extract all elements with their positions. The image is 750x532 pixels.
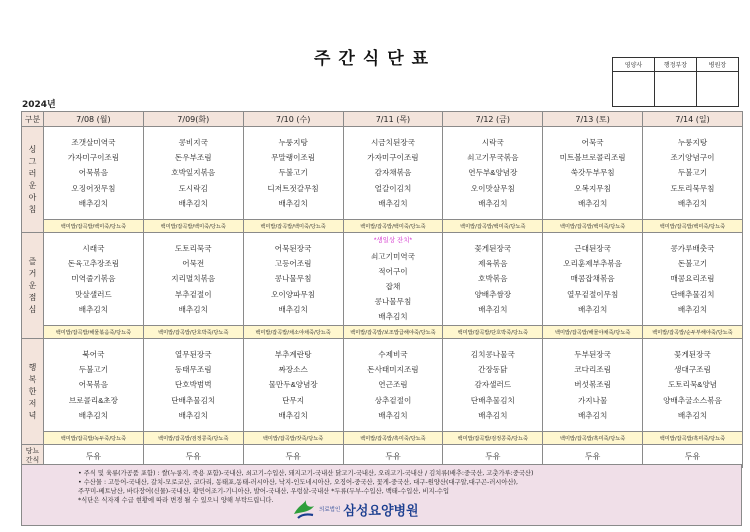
menu-item: *생일상 잔치*: [373, 237, 413, 245]
menu-cell: [643, 127, 743, 220]
snack-cell: 두유: [643, 445, 743, 468]
header-label: 구분: [22, 112, 44, 127]
approval-label-dietitian: 영양사: [613, 58, 655, 72]
menu-item: 배추김치: [577, 198, 608, 208]
menu-cell: [143, 233, 243, 326]
menu-item: 콩비지국: [178, 137, 208, 147]
menu-cell: [443, 339, 543, 432]
header-row: [22, 112, 743, 127]
menu-item: 매콤요리조림: [670, 274, 715, 284]
menu-item: 콩나물무침: [374, 297, 412, 307]
menu-item: 돈우부조림: [174, 153, 212, 163]
menu-item: 지리멸치볶음: [171, 274, 216, 284]
menu-item: 누룽지탕: [677, 137, 708, 147]
menu-item: 시래국: [82, 243, 105, 253]
snack-cell: 두유: [343, 445, 443, 468]
menu-item: 브로콜리&초장: [68, 395, 118, 405]
menu-item: 두부된장국: [574, 349, 611, 359]
snack-cell: 두유: [543, 445, 643, 468]
menu-item: 꽃게된장국: [474, 243, 512, 253]
menu-item: 호박볶음: [478, 274, 508, 284]
menu-item: 배추김치: [78, 304, 109, 314]
menu-item: 두불고기: [278, 168, 308, 178]
menu-item: 가자미구이조림: [367, 153, 419, 163]
menu-item: 제육볶음: [478, 259, 508, 269]
menu-item: 연두부&양념장: [468, 168, 518, 178]
menu-item: 매콤잡채볶음: [570, 274, 615, 284]
menu-item: 배추김치: [78, 410, 109, 420]
menu-item: 조갯살미역국: [71, 137, 116, 147]
menu-cell: [44, 233, 144, 326]
porridge-note: 백미밥/잡곡밥/해물야채죽/당뇨죽: [543, 326, 643, 339]
menu-item: 누룽지탕: [278, 137, 308, 147]
menu-cell: [643, 233, 743, 326]
approval-box: [612, 57, 739, 107]
menu-item: 꽃게된장국: [674, 349, 711, 359]
porridge-note: 백미밥/잡곡밥/백미죽/당뇨죽: [443, 220, 543, 233]
menu-item: 잡채: [385, 282, 401, 291]
origin-notice: [21, 464, 742, 526]
menu-item: 오복지무침: [574, 183, 611, 193]
year-label: 2024년: [22, 100, 56, 110]
snack-cell: 두유: [44, 445, 144, 468]
menu-item: 오징어젓무침: [71, 183, 116, 193]
menu-item: 생대구조림: [674, 365, 711, 375]
menu-item: 배추김치: [378, 410, 408, 420]
menu-cell: [44, 339, 144, 432]
menu-cell: [44, 127, 144, 220]
menu-item: 배추김치: [677, 410, 708, 420]
meal-label: [22, 339, 44, 445]
hospital-logo: [292, 498, 419, 520]
menu-item: 돈사태미지조림: [367, 365, 419, 375]
menu-item: 단호박범벅: [174, 380, 212, 390]
menu-item: 무말랭이조림: [271, 153, 316, 163]
menu-item: 오리훈제부추볶음: [563, 259, 622, 269]
menu-item: 어묵국: [581, 137, 604, 147]
menu-item: 부추겉절이: [174, 289, 212, 299]
meal-label-text: 행복한저녁: [28, 362, 37, 420]
menu-item: 배추김치: [677, 304, 708, 314]
hospital-emblem-icon: [292, 498, 316, 520]
menu-item: 배추김치: [478, 304, 508, 314]
menu-item: 단배추물김치: [470, 395, 515, 405]
porridge-note: 백미밥/잡곡밥/백미죽/당뇨죽: [643, 220, 743, 233]
approval-sign-director: [697, 72, 739, 107]
meal-row: [22, 127, 743, 220]
porridge-note: 백미밥/잡곡밥/흑미죽/당뇨죽: [343, 432, 443, 445]
porridge-note: 백미밥/잡곡밥/잣죽/당뇨죽: [243, 432, 343, 445]
menu-item: 맛살샐러드: [75, 289, 112, 299]
menu-item: 배추김치: [378, 198, 408, 208]
meal-label-text: 싱그러운아침: [28, 144, 37, 214]
menu-item: 미역줄기볶음: [71, 274, 116, 284]
porridge-note: 백미밥/잡곡밥/흑미죽/당뇨죽: [543, 432, 643, 445]
menu-item: 두불고기: [677, 168, 708, 178]
menu-cell: [443, 127, 543, 220]
day-header: 7/10 (수): [243, 112, 343, 127]
menu-item: 짜장소스: [278, 365, 308, 375]
menu-item: 도시락김: [178, 183, 208, 193]
menu-item: 도토리묵국: [174, 243, 212, 253]
menu-item: 수제비국: [378, 349, 408, 359]
porridge-note: 백미밥/잡곡밥/검정콩죽/당뇨죽: [443, 432, 543, 445]
logo-hospital-name: 삼성요양병원: [343, 503, 419, 519]
menu-item: 감자샐러드: [474, 380, 512, 390]
menu-item: 감자채볶음: [374, 168, 412, 178]
menu-cell: [343, 339, 443, 432]
menu-item: 배추김치: [378, 312, 408, 322]
menu-item: 열무겉절이무침: [566, 289, 619, 299]
porridge-note: 백미밥/잡곡밥/순두부해야죽/당뇨죽: [643, 326, 743, 339]
menu-cell: [543, 127, 643, 220]
porridge-note: 백미밥/잡곡밥/백미죽/당뇨죽: [143, 220, 243, 233]
meal-row: [22, 339, 743, 432]
snack-cell: 두유: [243, 445, 343, 468]
day-header: 7/11 (목): [343, 112, 443, 127]
meal-label: [22, 233, 44, 339]
porridge-row: [22, 326, 743, 339]
menu-item: 배추김치: [577, 304, 608, 314]
menu-item: 고등어조림: [274, 259, 312, 269]
meal-label-text: 즐거운점심: [28, 256, 37, 314]
menu-cell: [543, 339, 643, 432]
menu-cell: [143, 339, 243, 432]
approval-label-admin: 행정부장: [655, 58, 697, 72]
porridge-row: [22, 220, 743, 233]
menu-item: 시락국: [481, 137, 504, 147]
day-header: 7/12 (금): [443, 112, 543, 127]
snack-label-text: 당뇨간식: [25, 446, 40, 464]
menu-item: 상추겉절이: [374, 395, 412, 405]
menu-item: 배추김치: [577, 410, 608, 420]
menu-item: 돈불고기: [677, 259, 708, 269]
origin-line: *식단은 식자재 수급 현황에 따라 변경 될 수 있으니 양해 부탁드립니다.: [78, 497, 274, 504]
porridge-note: 백미밥/잡곡밥/단호박죽/당뇨죽: [143, 326, 243, 339]
menu-item: 배추김치: [278, 410, 308, 420]
menu-item: 가자미구이조림: [67, 153, 120, 163]
porridge-note: 백미밥/잡곡밥/백미죽/당뇨죽: [343, 220, 443, 233]
menu-item: 동태무조림: [174, 365, 212, 375]
menu-item: 열무된장국: [174, 349, 212, 359]
menu-item: 배추김치: [278, 304, 308, 314]
menu-item: 북어국: [82, 349, 105, 359]
menu-item: 배추김치: [478, 410, 508, 420]
menu-item: 물만두&양념장: [268, 380, 318, 390]
menu-item: 콩가루배춧국: [670, 243, 715, 253]
day-header: 7/14 (일): [643, 112, 743, 127]
menu-item: 양배추굴소스볶음: [663, 395, 722, 405]
porridge-note: 백미밥/잡곡밥/해물볶음죽/당뇨죽: [44, 326, 144, 339]
menu-item: 쇠고기무국볶음: [467, 153, 519, 163]
menu-item: 적어구이: [378, 266, 408, 276]
snack-cell: 두유: [143, 445, 243, 468]
menu-item: 코다리조림: [574, 365, 611, 375]
day-header: 7/08 (월): [44, 112, 144, 127]
menu-item: 단배추물김치: [171, 395, 216, 405]
menu-item: 배추김치: [677, 198, 708, 208]
porridge-note: 백미밥/잡곡밥/채소야채죽/당뇨죽: [243, 326, 343, 339]
menu-item: 단무지: [282, 395, 305, 405]
approval-label-director: 병원장: [697, 58, 739, 72]
menu-cell: [143, 127, 243, 220]
day-header: 7/13 (토): [543, 112, 643, 127]
menu-item: 호박잎지볶음: [171, 168, 216, 178]
menu-item: 오이맛살무침: [470, 183, 515, 193]
menu-item: 콩나물무침: [274, 274, 312, 284]
menu-item: 얼갈이김치: [374, 183, 412, 193]
snack-cell: 두유: [443, 445, 543, 468]
menu-item: 어묵된장국: [274, 243, 312, 253]
porridge-note: 백미밥/잡곡밥/단호박죽/당뇨죽: [443, 326, 543, 339]
approval-sign-admin: [655, 72, 697, 107]
menu-item: 가지나물: [577, 395, 608, 405]
day-header: 7/09(화): [143, 112, 243, 127]
menu-item: 버섯볶조림: [574, 380, 611, 390]
menu-item: 디저트젓갈무침: [267, 183, 319, 193]
menu-item: 근대된장국: [574, 243, 611, 253]
menu-table: [21, 111, 743, 468]
menu-item: 미트볼브로콜리조림: [559, 153, 626, 163]
menu-cell: [243, 339, 343, 432]
menu-item: 돈육고추장조림: [67, 259, 120, 269]
menu-item: 시금치된장국: [370, 137, 415, 147]
menu-item: 배추김치: [178, 304, 208, 314]
menu-item: 부추계란탕: [274, 349, 312, 359]
porridge-row: [22, 432, 743, 445]
meal-row: [22, 233, 743, 326]
origin-line: • 수산물 : 고등어-국내산, 갈치-모로코산, 코다리, 동태포,동태-러시아산, 낙지-인도네시아산, 오징어-중국산, 꽃게-중국산, 대구-원양산(대구알,대구곤-러시아산),: [78, 479, 519, 486]
origin-line: • 주식 및 육류(가공품 포함) : 쌀(누룽지, 죽용 포함)-국내산, 쇠고기-수입산, 돼지고기-국내산 닭고기-국내산, 오리고기-국내산 / 김치류(배추:중국산, 고춧가루:중국산): [78, 470, 534, 477]
menu-item: 조기양념구이: [670, 153, 715, 163]
menu-cell: [343, 127, 443, 220]
meal-label: [22, 127, 44, 233]
porridge-note: 백미밥/잡곡밥/백미죽/당뇨죽: [543, 220, 643, 233]
menu-cell: [643, 339, 743, 432]
menu-item: 도토리묵무침: [670, 183, 715, 193]
menu-item: 단배추물김치: [670, 289, 715, 299]
menu-cell: [343, 233, 443, 326]
porridge-note: 백미밥/잡곡밥/검정콩죽/당뇨죽: [143, 432, 243, 445]
menu-item: 양배추쌈장: [474, 289, 512, 299]
porridge-note: 백미밥/잡곡밥/백미죽/당뇨죽: [44, 220, 144, 233]
logo-corporation-text: 의료법인: [319, 507, 341, 513]
porridge-note: 백미밥/잡곡밥/백미죽/당뇨죽: [243, 220, 343, 233]
menu-item: 배추김치: [478, 198, 508, 208]
approval-sign-dietitian: [613, 72, 655, 107]
porridge-note: 백미밥/잡곡밥/녹두죽/당뇨죽: [44, 432, 144, 445]
menu-item: 간장동닭: [478, 365, 508, 375]
menu-item: 오이양파무침: [271, 289, 316, 299]
menu-item: 두불고기: [78, 365, 109, 375]
menu-item: 배추김치: [178, 198, 208, 208]
origin-line: 주꾸미-베트남산, 바다장어(신물)-국내산, 황민어조기-기니아산, 발어-국내산, 우렁살-국내산 *두류(두부-수입산, 백태-수입산, 비지-수입: [78, 488, 450, 495]
menu-item: 쇠고기미역국: [370, 251, 415, 261]
menu-cell: [243, 233, 343, 326]
menu-item: 도토리묵&양념: [667, 380, 718, 390]
menu-item: 배추김치: [278, 198, 308, 208]
porridge-note: 백미밥/잡곡밥/보조밥급해야죽/당뇨죽: [343, 326, 443, 339]
menu-item: 어묵볶음: [78, 168, 109, 178]
menu-item: 어묵전: [182, 259, 205, 269]
menu-cell: [543, 233, 643, 326]
menu-item: 연근조림: [378, 380, 408, 390]
menu-item: 배추김치: [178, 410, 208, 420]
menu-item: 배추김치: [78, 198, 109, 208]
menu-item: 쑥갓두부무침: [570, 168, 615, 178]
menu-item: 김치콩나물국: [470, 349, 515, 359]
menu-cell: [443, 233, 543, 326]
porridge-note: 백미밥/잡곡밥/흑미죽/당뇨죽: [643, 432, 743, 445]
menu-cell: [243, 127, 343, 220]
page-title: 주간식단표: [313, 49, 437, 69]
menu-item: 어묵볶음: [78, 380, 109, 390]
